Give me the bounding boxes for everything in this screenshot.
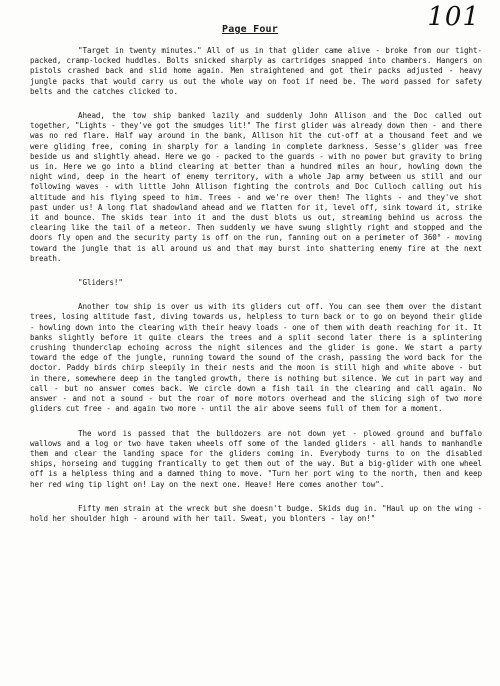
page-title: Page Four bbox=[222, 24, 278, 35]
paragraph-5: The word is passed that the bulldozers are not down yet - plowed ground and buffalo wallows and a log or two have taken wheels off some of the landed gliders - all hands to manhandle them and clear the landing space for the gliders coming in. Everybody turns to on the disabled ships, horseing and tugging frantically to get them out of the way. But a big-glider with one wheel off is a helpless thing and a damned thing to move. "Turn her port wing to the north, then and keep her red wing tip light on! Lay on the next one. Heave! Here comes another tow". bbox=[30, 428, 482, 489]
paragraph-4: Another tow ship is over us with its gliders cut off. You can see them over the distant trees, losing altitude fast, diving towards us, helpless to turn back or to go on beyond their glide - howling down into the clearing with their heavy loads - one of them with death reaching for it. It banks slightly before it quite clears the trees and a split second later there is a splintering crushing thunderclap echoing across the night silences and the glider is gone. We start a party toward the edge of the jungle, running toward the sound of the crash, passing the word back for the doctor. Paddy birds chirp sleepily in their nests and the moon is still high and white above - but in there, somewhere deep in the tangled growth, there is nothing but silence. We cut in part way and call - but no answer comes back. We circle down a fish tail in the clearing and call again. No answer - and not a sound - but the roar of more motors overhead and the slicing sigh of two more gliders cut free - and again two more - until the air above seems full of them for a moment. bbox=[30, 302, 482, 414]
paragraph-6: Fifty men strain at the wreck but she doesn't budge. Skids dug in. "Haul up on the wing - hold her shoulder high - around with her tail. Sweat, you blonters - lay on!" bbox=[30, 503, 482, 523]
paragraph-3: "Gliders!" bbox=[78, 278, 123, 288]
body-text bbox=[30, 46, 482, 534]
handwritten-page-number: 101 bbox=[427, 2, 480, 32]
paragraph-1: "Target in twenty minutes." All of us in that glider came alive - broke from our tight-packed, cramp-locked huddles. Bolts snicked sharply as cartridges snapped into chambers. Hangers on pistols crashed back and slid home again. Men straightened and got their packs adjusted - heavy jungle packs that would carry us out the whole way on foot if need be. The word passed for safety belts and the catches clicked to. bbox=[30, 46, 482, 96]
paragraph-2: Ahead, the tow ship banked lazily and suddenly John Allison and the Doc called out together, "Lights - they've got the smudges lit!" The first glider was already down then - and there was no red flare. Half way around in the bank, Allison hit the cut-off at a thousand feet and we were gliding free, coming in sharply for a landing in complete darkness. Sesse's glider was free beside us and slightly ahead. Here we go - packed to the guards - with no power but gravity to bring us in. Here we go into a blind clearing at better than a hundred miles an hour, howling down the night wind, deep in the heart of enemy territory, with a whole Jap army between us still and our following waves - with little John Allison fighting the controls and Doc Culloch calling out his altitude and his flying speed to him. Trees - and we're over them! The lights - and they've shot past under us! A long flat shadowland ahead and we flatten for it, level off, sink toward it, strike it and bounce. The skids tear into it and the dust blots us out, streaming behind us across the clearing like the tail of a meteor. Then suddenly we have swung slightly right and stopped and the doors fly open and the security party is off on the run, fanning out on a perimeter of 360° - moving toward the jungle that is all around us and that may burst into shattering enemy fire at the next breath. bbox=[30, 111, 482, 263]
